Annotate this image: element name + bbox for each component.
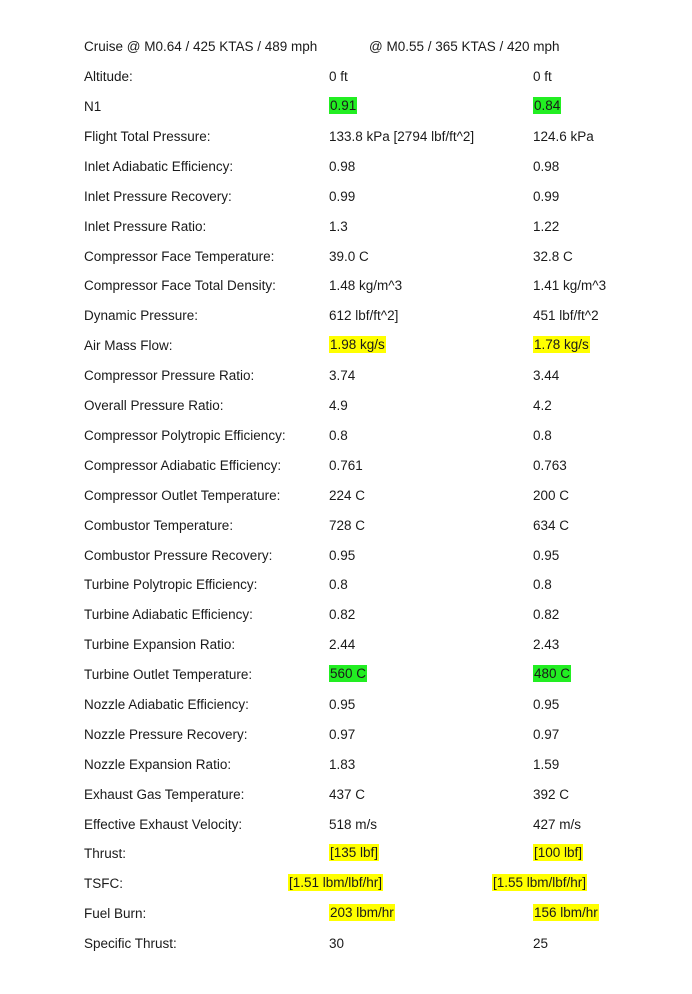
row-inlet-pressure-recovery	[0, 187, 692, 207]
value-col2: 0.8	[533, 428, 552, 443]
value-col2: 124.6 kPa	[533, 129, 594, 144]
value-col1-highlighted: 0.91	[330, 98, 357, 113]
value-col2: 1.41 kg/m^3	[533, 278, 607, 293]
value-col1: 0.82	[329, 607, 356, 622]
value-col2: 4.2	[533, 398, 552, 413]
value-col2: 0.97	[533, 727, 560, 742]
row-exhaust-gas-temperature	[0, 785, 692, 805]
row-label: Compressor Face Total Density:	[84, 278, 276, 293]
header-row	[0, 37, 692, 57]
row-label: Turbine Expansion Ratio:	[84, 637, 236, 652]
value-col1-highlighted: 203 lbm/hr	[330, 905, 394, 920]
row-turbine-expansion-ratio	[0, 635, 692, 655]
value-col2: 0.763	[533, 458, 567, 473]
row-tsfc	[0, 874, 692, 894]
value-col2: 2.43	[533, 637, 560, 652]
value-col1: 1.3	[329, 219, 348, 234]
value-col1: 0.99	[329, 189, 356, 204]
value-col1-highlighted: [135 lbf]	[330, 845, 379, 860]
row-label: Compressor Face Temperature:	[84, 249, 275, 264]
row-label: Nozzle Expansion Ratio:	[84, 757, 232, 772]
value-col2: 0.95	[533, 697, 560, 712]
row-compressor-polytropic-efficiency	[0, 426, 692, 446]
value-col1: 0.761	[329, 458, 363, 473]
value-col1: 39.0 C	[329, 249, 369, 264]
value-col1-highlighted: 1.98 kg/s	[330, 337, 385, 352]
value-col2-highlighted: 480 C	[534, 666, 571, 681]
row-thrust	[0, 844, 692, 864]
row-label: Inlet Adiabatic Efficiency:	[84, 159, 234, 174]
value-col1: 1.83	[329, 757, 356, 772]
row-label: Exhaust Gas Temperature:	[84, 787, 245, 802]
row-label: Compressor Adiabatic Efficiency:	[84, 458, 282, 473]
value-col1: 2.44	[329, 637, 356, 652]
row-label: Flight Total Pressure:	[84, 129, 211, 144]
row-air-mass-flow	[0, 336, 692, 356]
row-label: Inlet Pressure Recovery:	[84, 189, 232, 204]
value-col2: 3.44	[533, 368, 560, 383]
value-col2: 392 C	[533, 787, 570, 802]
value-col1-highlighted: [1.51 lbm/lbf/hr]	[289, 875, 383, 890]
value-col2: 0.95	[533, 548, 560, 563]
value-col2: 32.8 C	[533, 249, 573, 264]
row-turbine-polytropic-efficiency	[0, 575, 692, 595]
value-col2-highlighted: [100 lbf]	[534, 845, 583, 860]
row-overall-pressure-ratio	[0, 396, 692, 416]
row-label: Air Mass Flow:	[84, 338, 173, 353]
row-label: TSFC:	[84, 876, 123, 891]
value-col1: 728 C	[329, 518, 366, 533]
value-col2-highlighted: [1.55 lbm/lbf/hr]	[493, 875, 587, 890]
value-col1: 0.8	[329, 428, 348, 443]
row-label: Altitude:	[84, 69, 133, 84]
value-col2-highlighted: 0.84	[534, 98, 561, 113]
row-turbine-adiabatic-efficiency	[0, 605, 692, 625]
header-cruise-condition-1: Cruise @ M0.64 / 425 KTAS / 489 mph	[84, 39, 318, 54]
value-col1: 0.97	[329, 727, 356, 742]
row-combustor-pressure-recovery	[0, 546, 692, 566]
value-col1: 0.8	[329, 577, 348, 592]
row-compressor-face-temperature	[0, 247, 692, 267]
row-turbine-outlet-temperature	[0, 665, 692, 685]
row-flight-total-pressure	[0, 127, 692, 147]
value-col1: 224 C	[329, 488, 366, 503]
value-col2-highlighted: 1.78 kg/s	[534, 337, 589, 352]
value-col1: 0 ft	[329, 69, 348, 84]
value-col2: 634 C	[533, 518, 570, 533]
value-col1: 612 lbf/ft^2]	[329, 308, 399, 323]
row-compressor-outlet-temperature	[0, 486, 692, 506]
row-label: Overall Pressure Ratio:	[84, 398, 224, 413]
row-label: Compressor Polytropic Efficiency:	[84, 428, 286, 443]
value-col1-highlighted: 560 C	[330, 666, 367, 681]
row-n1	[0, 97, 692, 117]
value-col1: 0.95	[329, 697, 356, 712]
value-col2: 25	[533, 936, 549, 951]
row-fuel-burn	[0, 904, 692, 924]
row-label: Combustor Pressure Recovery:	[84, 548, 273, 563]
value-col1: 30	[329, 936, 345, 951]
value-col2: 427 m/s	[533, 817, 582, 832]
row-label: Specific Thrust:	[84, 936, 177, 951]
value-col2: 451 lbf/ft^2	[533, 308, 599, 323]
row-nozzle-pressure-recovery	[0, 725, 692, 745]
row-inlet-pressure-ratio	[0, 217, 692, 237]
value-col1: 1.48 kg/m^3	[329, 278, 403, 293]
row-effective-exhaust-velocity	[0, 815, 692, 835]
row-label: Inlet Pressure Ratio:	[84, 219, 207, 234]
row-label: Nozzle Adiabatic Efficiency:	[84, 697, 249, 712]
row-nozzle-adiabatic-efficiency	[0, 695, 692, 715]
row-label: Dynamic Pressure:	[84, 308, 199, 323]
row-label: Turbine Polytropic Efficiency:	[84, 577, 258, 592]
row-label: Turbine Outlet Temperature:	[84, 667, 253, 682]
row-compressor-pressure-ratio	[0, 366, 692, 386]
value-col2: 0.8	[533, 577, 552, 592]
row-label: Fuel Burn:	[84, 906, 147, 921]
value-col1: 0.98	[329, 159, 356, 174]
row-label: Combustor Temperature:	[84, 518, 234, 533]
row-compressor-face-total-density	[0, 276, 692, 296]
value-col2: 0 ft	[533, 69, 552, 84]
row-compressor-adiabatic-efficiency	[0, 456, 692, 476]
value-col2-highlighted: 156 lbm/hr	[534, 905, 598, 920]
row-label: Effective Exhaust Velocity:	[84, 817, 243, 832]
row-inlet-adiabatic-efficiency	[0, 157, 692, 177]
value-col1: 4.9	[329, 398, 348, 413]
value-col2: 0.99	[533, 189, 560, 204]
value-col2: 0.98	[533, 159, 560, 174]
value-col1: 3.74	[329, 368, 356, 383]
row-altitude	[0, 67, 692, 87]
row-nozzle-expansion-ratio	[0, 755, 692, 775]
value-col2: 200 C	[533, 488, 570, 503]
row-dynamic-pressure	[0, 306, 692, 326]
row-label: N1	[84, 99, 102, 114]
value-col2: 1.59	[533, 757, 560, 772]
value-col1: 133.8 kPa [2794 lbf/ft^2]	[329, 129, 475, 144]
row-combustor-temperature	[0, 516, 692, 536]
row-label: Nozzle Pressure Recovery:	[84, 727, 248, 742]
row-label: Compressor Outlet Temperature:	[84, 488, 281, 503]
value-col2: 0.82	[533, 607, 560, 622]
value-col2: 1.22	[533, 219, 560, 234]
value-col1: 437 C	[329, 787, 366, 802]
row-label: Turbine Adiabatic Efficiency:	[84, 607, 253, 622]
value-col1: 518 m/s	[329, 817, 378, 832]
row-specific-thrust	[0, 934, 692, 954]
row-label: Compressor Pressure Ratio:	[84, 368, 255, 383]
header-cruise-condition-2: @ M0.55 / 365 KTAS / 420 mph	[369, 39, 560, 54]
value-col1: 0.95	[329, 548, 356, 563]
row-label: Thrust:	[84, 846, 127, 861]
